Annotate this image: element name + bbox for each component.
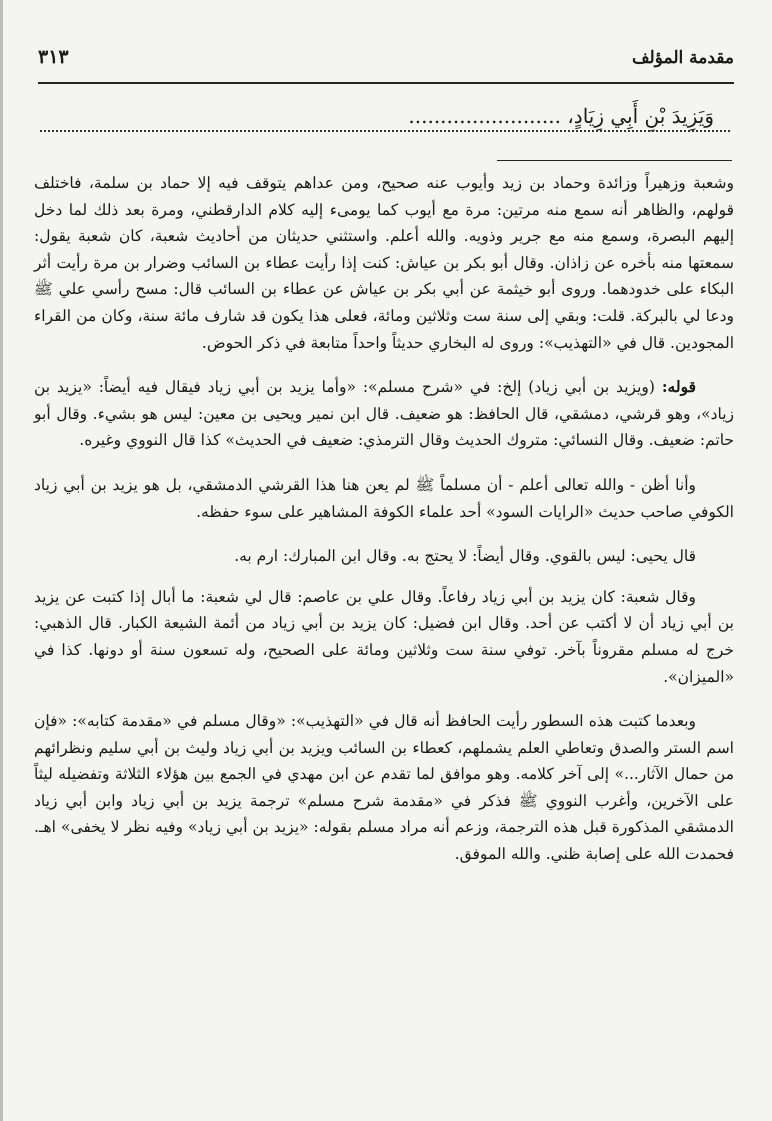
- running-header: [38, 44, 734, 84]
- paragraph-2-text: (ويزيد بن أبي زياد) إلخ: في «شرح مسلم»: «وأما يزيد بن أبي زياد فيقال فيه أيضاً: «يزيد بن زياد»، وهو قرشي، دمشقي، قال الحافظ: هو ضعيف. قال ابن نمير ويحيى بن معين: ليس هو بشيء. وقال أبو حاتم: ضعيف. وقال النسائي: متروك الحديث وقال الترمذي: ضعيف في الحديث» كذا قال النووي وغيره.: [34, 378, 734, 450]
- commentary-separator: [497, 160, 732, 161]
- paragraph-3: وأنا أظن - والله تعالى أعلم - أن مسلماً ﷺ لم يعن هنا هذا القرشي الدمشقي، بل هو يزيد بن أبي زياد الكوفي صاحب حديث «الرايات السود» أحد علماء الكوفة المشاهير على سوء حفظه.: [34, 475, 734, 521]
- lead-label: قوله:: [661, 377, 696, 397]
- paragraph-6: وبعدما كتبت هذه السطور رأيت الحافظ أنه قال في «التهذيب»: «وقال مسلم في «مقدمة كتابه»: «فإن اسم الستر والصدق وتعاطي العلم يشملهم، كعطاء بن السائب ويزيد بن أبي زياد وليث بن أبي سليم ونظرائهم من حمال الآثار...» إلى آخر كلامه. وهو موافق لما تقدم عن ابن مهدي في الجمع بين هؤلاء الثلاثة وتفضيله ليثاً على الآخرين، وأغرب النووي ﷺ فذكر في «مقدمة شرح مسلم» ترجمة يزيد بن أبي زياد وابن أبي زياد الدمشقي المذكورة قبل هذه الترجمة، وزعم أنه مراد مسلم بقوله: «يزيد بن أبي زياد» وفيه نظر لا يخفى» اهـ. فحمدت الله على إصابة ظني. والله الموفق.: [34, 712, 734, 864]
- commentary-body: [34, 170, 734, 868]
- header-title: مقدمة المؤلف: [631, 48, 734, 68]
- paragraph-5: وقال شعبة: كان يزيد بن أبي زياد رفاعاً. وقال علي بن عاصم: قال لي شعبة: ما أبال إذا كتبت عن يزيد بن أبي زياد أن لا أكتب عن أحد. وقال ابن فضيل: كان يزيد بن أبي زياد من أئمة الشيعة الكبار. قال الذهبي: خرج له مسلم مقروناً بآخر. توفي سنة ست وثلاثين ومائة على الصحيح، وله تسعون سنة أو دونها. كذا في «الميزان».: [34, 587, 734, 686]
- paragraph-2: [34, 374, 734, 454]
- matn-text: وَيَزِيدَ بْنِ أَبِي زِيَادٍ، ........................: [408, 104, 714, 128]
- header-rule: [38, 82, 734, 84]
- dotted-line: [40, 130, 730, 132]
- scan-edge: [0, 0, 3, 1121]
- page-number: ٣١٣: [38, 46, 69, 68]
- paragraph-4: قال يحيى: ليس بالقوي. وقال أيضاً: لا يحتج به. وقال ابن المبارك: ارم به.: [234, 547, 696, 566]
- paragraph-1: وشعبة وزهيراً وزائدة وحماد بن زيد وأيوب عنه صحيح، ومن عداهم يتوقف فيه إلا حماد بن سلمة، فاختلف قولهم، والظاهر أنه سمع منه مرتين: مرة مع أيوب كما يومىء إليه كلام الدارقطني، ومرة بعد ذلك لما دخل إليهم البصرة، وسمع منه مع جرير وذويه. والله أعلم. واستثني حديثان من أحاديث شعبة، كان شعبة يقول: سمعتها منه بأخره عن زاذان. وقال أبو بكر بن عياش: كنت إذا رأيت عطاء بن السائب وضرار بن مرة رأيت أثر البكاء على خدودهما. وروى أبو خيثمة عن أبي بكر بن عياش عن عطاء بن السائب قال: مسح رأسي علي ﷺ ودعا لي بالبركة. قلت: وبقي إلى سنة ست وثلاثين ومائة، فعلى هذا يكون قد شارف مائة سنة، وكان من القراء المجودين. قال في «التهذيب»: وروى له البخاري حديثاً واحداً متابعة في ذكر الحوض.: [34, 174, 734, 352]
